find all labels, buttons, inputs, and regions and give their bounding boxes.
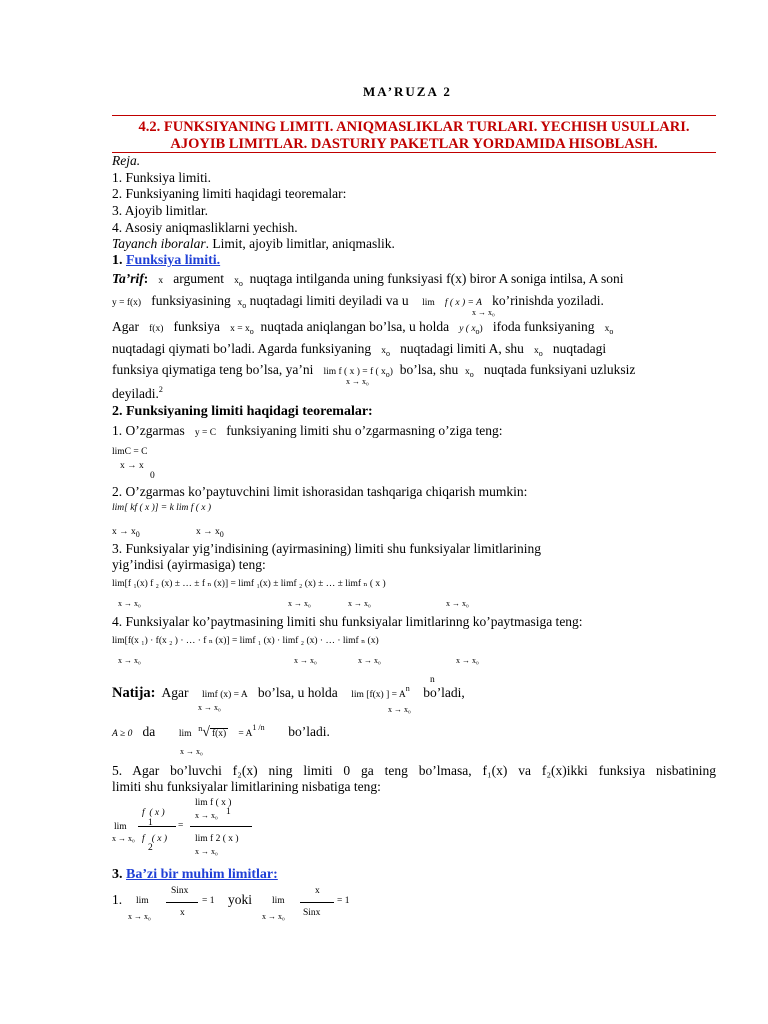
math-sub-o-e: o [609,327,614,336]
q-outer-bar [190,826,252,827]
tarif-text-c: funksiyasining [151,293,231,308]
formula-k-sub1 [112,527,140,537]
math-x0-e: x [604,324,610,334]
tarif-text-d: nuqtadagi limiti deyiladi va u [249,293,409,308]
natija-n-top: n [430,675,435,685]
formula-limC-sub0: 0 [150,471,155,481]
lim2-num: x [315,886,320,896]
footnote-ref[interactable]: 2 [158,385,163,394]
agar-text-b: funksiya [173,319,220,334]
natija-sub-2: x → x₀ [388,705,411,714]
k-sub2: x → x [196,527,220,537]
math-x0-g: x [533,346,539,356]
sqrt-icon: √ [202,725,210,740]
title-bottom-rule [112,152,716,153]
q-den-lim: lim f 2 ( x ) [195,834,239,844]
math-sub-o-h: o [385,370,390,379]
reja-item-1: 1. Funksiya limiti. [112,170,212,185]
sum-sub-3: x → x₀ [348,599,371,608]
q-f2-f: f [142,834,145,844]
q-num-sub: x → x₀ [195,811,218,820]
tayanch-line [112,236,395,252]
k-sub1: x → x [112,527,136,537]
tayanch-text: . Limit, ajoyib limitlar, aniqmaslik. [205,236,395,251]
q-lim: lim [114,822,127,832]
q-inner-bar [138,826,176,827]
q-f2 [142,834,167,844]
lim1-bar [166,902,198,903]
reja-label: Reja. [112,153,141,168]
math-x0-i: x [464,367,470,377]
math-sub-o-b: o [242,301,247,310]
theorem-2: 2. O’zgarmas ko’paytuvchini limit ishorasidan tashqariga chiqarish mumkin: [112,484,528,499]
title-line-1: 4.2. FUNKSIYANING LIMITI. ANIQMASLIKLAR TURLARI. YECHISH USULLARI. [138,119,690,135]
agar-text-j: nuqtada funksiyani uzluksiz [483,362,636,377]
natija-text-c: bo’ladi, [423,685,465,700]
natija-n-exp: n [405,684,410,693]
theorem-1 [112,423,503,439]
q-num-1: 1 [226,807,231,817]
theorem-4: 4. Funksiyalar ko’paytmasining limiti shu funksiyalar limitlarinng ko’paytmasiga teng: [112,614,583,629]
math-paren-b: ) [389,367,393,377]
theorem-1-text-b: funksiyaning limiti shu o’zgarmasning o’ziga teng: [226,423,503,438]
theorem-3-line-2: yig’indisi (ayirmasiga) teng: [112,557,266,572]
k-sub2-0: 0 [219,530,224,539]
q-eq: = [178,821,184,831]
section-3-heading [112,867,278,883]
reja-item-4: 4. Asosiy aniqmasliklarni yechish. [112,220,298,235]
lim1-eq: = 1 [202,896,215,906]
root-body: f(x) [211,729,227,739]
formula-limC: limC = C [112,447,148,457]
section-3-link[interactable]: Ba’zi bir muhim limitlar: [126,867,278,882]
math-sub-o-g: o [538,349,543,358]
formula-k-sub2 [196,527,224,537]
natija-limf: limf (x) = A [202,690,248,700]
root-rhs: = A [238,729,253,739]
agar-text-c: nuqtada aniqlangan bo’lsa, u holda [260,319,450,334]
root-index: n [198,724,203,733]
agar-text-g: nuqtadagi [552,341,607,356]
math-limfx-eq: lim f ( x ) = f ( x [323,367,386,377]
k-sub1-0: 0 [135,530,140,539]
q-f1-sub: 1 [148,818,153,828]
lim2-sub: x → x₀ [262,912,285,921]
math-sub-o-f: o [385,349,390,358]
math-y-x0: y ( x [459,324,476,334]
tarif-line-2 [112,293,604,309]
section-1-number: 1. [112,253,126,268]
q-f1-f: f [142,808,145,818]
formula-prod: lim[f(x ₁) · f(x ₂ ) · … · f ₙ (x)] = limf ₁ (x) · limf ₂ (x) · … · limf ₙ (x) [112,636,379,646]
root-line [112,724,330,741]
natija-label: Natija: [112,685,156,701]
reja-item-2: 2. Funksiyaning limiti haqidagi teoremalar: [112,186,347,201]
title-line-2: AJOYIB LIMITLAR. DASTURIY PAKETLAR YORDAMIDA HISOBLASH. [170,136,658,152]
math-x0-f: x [381,346,386,356]
root-exp: 1 /n [252,723,265,732]
lim1-lim: lim [136,896,149,906]
prod-sub-3: x → x₀ [358,656,381,665]
theorem-5-line-2: limiti shu funksiyalar limitlarining nisbatiga teng: [112,779,381,794]
math-fx: f(x) [149,324,164,334]
lecture-header: MA’RUZA 2 [363,84,452,99]
lim1-num: Sinx [171,886,189,896]
sum-sub-1: x → x₀ [118,599,141,608]
root-sub: x → x₀ [180,747,203,756]
tarif-text-a: argument [173,271,225,286]
title-top-rule [112,115,716,116]
item-1-label: 1. [112,892,123,907]
agar-text-e: nuqtadagi qiymati bo’ladi. Agarda funksiyaning [112,341,372,356]
agar-line-1 [112,319,613,335]
formula-k: lim[ kf ( x )] = k lim f ( x ) [112,503,212,513]
natija-text-a: Agar [161,685,189,700]
q-lim-sub: x → x₀ [112,834,135,843]
agar-text-f: nuqtadagi limiti A, shu [400,341,524,356]
agar-line-4 [112,386,163,402]
lim2-den: Sinx [303,908,321,918]
tarif-line-1: Ta’rif: x argument $x_o$ nuqtaga intilganda uning funksiyasi f(x) biror A soniga intilsa, A soni [112,271,624,288]
math-limfx: f ( x ) = A [444,298,482,308]
agar-line-2 [112,341,606,357]
math-sub-o-c: o [249,327,254,336]
tayanch-label: Tayanch iboralar [112,236,206,251]
theorem-5-line-1: 5. Agar bo’luvchi f₂(x) ning limiti 0 ga teng bo’lmasa, f₁(x) va f₂(x)ikki funksiya nisbatining [112,763,716,778]
q-f1 [142,808,165,818]
q-f1-x: ( x ) [149,808,165,818]
tarif-text-e: ko’rinishda yoziladi. [492,293,604,308]
tarif-text-b: nuqtaga intilganda uning funksiyasi f(x) biror A soniga intilsa, A soni [249,271,624,286]
section-1-heading [112,253,220,269]
math-y-c: y = C [194,428,217,438]
reja-item-3: 3. Ajoyib limitlar. [112,203,209,218]
math-a-ge-0: A ≥ 0 [112,729,133,739]
sum-sub-2: x → x₀ [288,599,311,608]
tarif-label: Ta’rif [112,271,144,286]
da-text: da [142,724,156,739]
agar-line-3 [112,362,635,378]
prod-sub-4: x → x₀ [456,656,479,665]
theorem-1-text-a: 1. O’zgarmas [112,423,185,438]
lim1-sub: x → x₀ [128,912,151,921]
sum-sub-4: x → x₀ [446,599,469,608]
section-3-number: 3. [112,867,126,882]
lim-sub-2: x → x₀ [346,377,369,386]
theorem-3-line-1: 3. Funksiyalar yig’indisining (ayirmasining) limiti shu funksiyalar limitlarining [112,541,541,556]
agar-text-k: deyiladi. [112,386,159,401]
natija-text-b: bo’lsa, u holda [257,685,338,700]
section-2-heading: 2. Funksiyaning limiti haqidagi teoremalar: [112,404,373,419]
prod-sub-1: x → x₀ [118,656,141,665]
lim1-den: x [180,908,185,918]
math-y-fx: y = f(x) [112,298,142,308]
math-lim: lim [422,298,435,308]
lim2-lim: lim [272,896,285,906]
natija-line [112,685,465,702]
math-x: x [158,276,164,286]
agar-text-a: Agar [112,319,139,334]
q-f2-x: ( x ) [151,834,168,844]
formula-limC-sub: x → x [120,461,144,471]
lim-sub-1: x → x₀ [472,308,495,317]
q-f2-sub: 2 [148,843,153,853]
math-sub-o-i: o [469,370,474,379]
agar-text-d: ifoda funksiyaning [492,319,595,334]
natija-lim2: lim [f(x) ] = A [351,690,406,700]
math-paren: ) [479,324,483,334]
q-num-lim: lim f ( x ) [195,798,232,808]
section-1-link[interactable]: Funksiya limiti. [126,253,221,268]
agar-text-i: bo’lsa, shu [399,362,459,377]
natija-sub-1: x → x₀ [198,703,221,712]
formula-sum: lim[f ₁(x) f ₂ (x) ± … ± f ₙ (x)] = limf ₁(x) ± limf ₂ (x) ± … ± limf ₙ ( x ) [112,579,386,589]
boladi-text: bo’ladi. [288,724,330,739]
math-sub-o: o [238,279,243,288]
math-x-eq-x0: x = x [230,324,250,334]
math-sub-o-d: o [475,327,480,336]
prod-sub-2: x → x₀ [294,656,317,665]
math-x0-b: x [237,298,243,308]
yoki-text: yoki [228,892,253,907]
q-den-sub: x → x₀ [195,847,218,856]
lim2-eq: = 1 [337,896,350,906]
math-x0: x [234,276,239,286]
root-lim: lim [178,729,192,739]
lim2-bar [300,902,334,903]
agar-text-h: funksiya qiymatiga teng bo’lsa, ya’ni [112,362,314,377]
